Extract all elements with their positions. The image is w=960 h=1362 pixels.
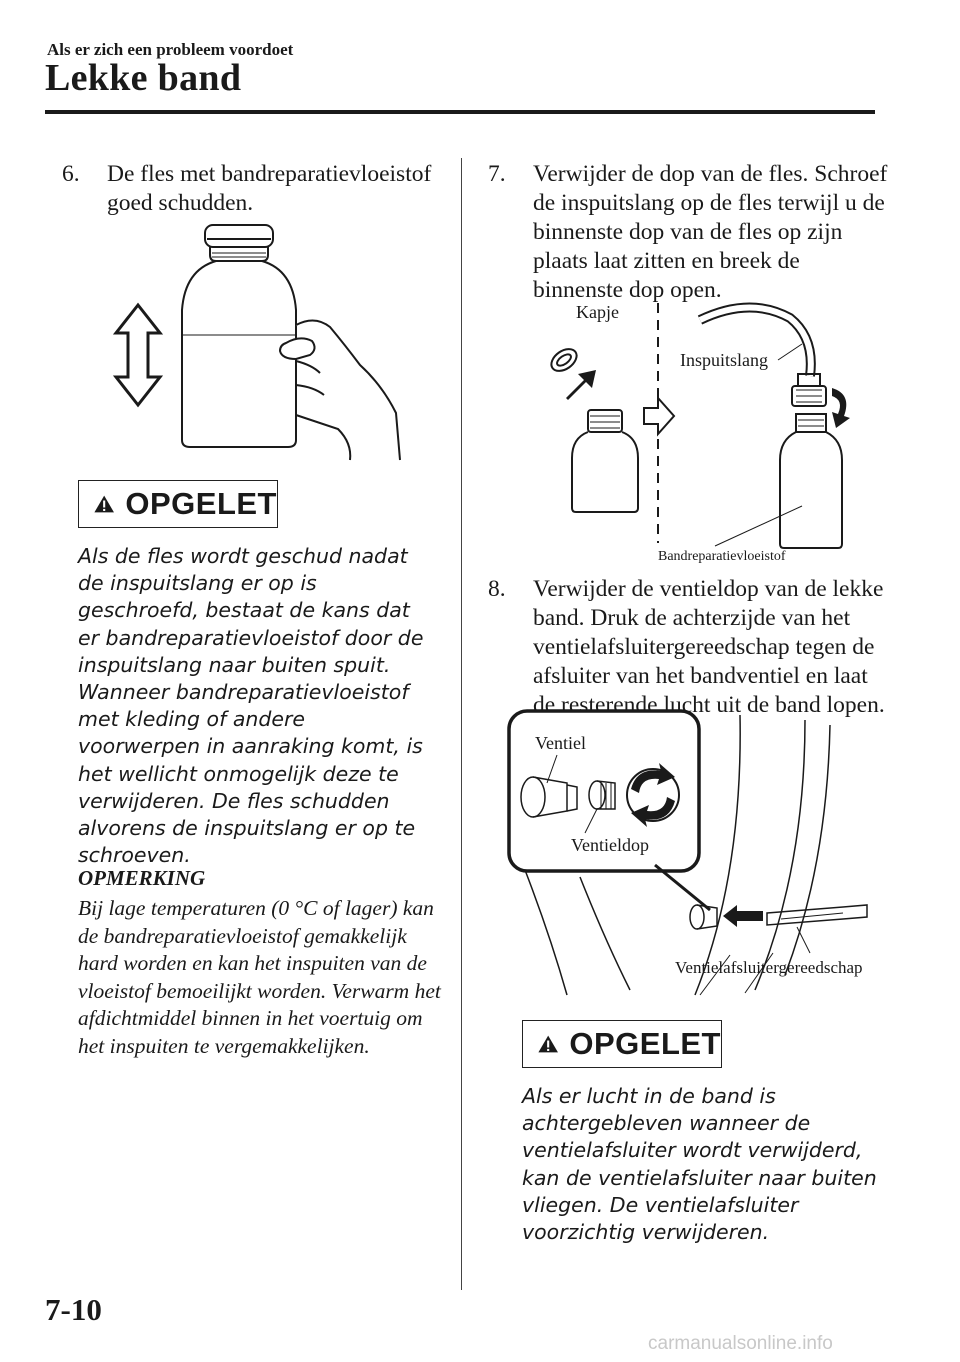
step-text: Verwijder de dop van de fles. Schroef de inspuitslang op de fles terwijl u de binnenste dop van de fles op zijn plaats laat zitten en breek de binnenste dop open. [533,161,888,303]
label-valve-cap: Ventieldop [571,835,649,855]
note-text: Bij lage temperaturen (0 °C of lager) kan de bandreparatievloeistof gemakkelijk hard worden en kan het inspuiten van de vloeistof bemoeilijkt worden. Verwarm het afdichtmiddel binnen in het voertuig om het inspuiten te vergemakkelijken. [78,896,441,1058]
label-cap: Kapje [576,302,619,322]
warning-triangle-icon [537,1030,559,1058]
caution-text: Als de fles wordt geschud nadat de inspuitslang er op is geschroefd, bestaat de kans dat er bandreparatievloeistof door de inspuitslang naar buiten spuit. Wanneer bandreparatievloeistof met kleding of andere voorwerpen in aanraking komt, is het wellicht onmogelijk deze te verwijderen. De fles schudden alvorens de inspuitslang er op te schroeven. [78,544,424,868]
step-number: 8. [488,576,506,602]
step-number: 6. [62,161,80,187]
step-text: De fles met bandreparatievloeistof goed schudden. [107,161,432,216]
note-title: OPMERKING [78,866,206,890]
label-valve: Ventiel [535,733,586,753]
section-kicker: Als er zich een probleem voordoet [47,40,294,59]
warning-triangle-icon [93,490,115,518]
page-number: 7-10 [45,1292,102,1327]
caution-box [522,1020,722,1068]
double-arrow-icon [116,305,160,405]
cap-and-hose-illustration [540,298,870,563]
caution-box [78,480,278,528]
caution-label: OPGELET [569,1026,721,1061]
caution-label: OPGELET [125,486,277,521]
step-8 [488,575,888,720]
valve-tool-illustration [505,705,895,1005]
label-tool: Ventielafsluitergereedschap [675,958,863,977]
step-6 [62,160,442,218]
shake-bottle-illustration [100,215,410,465]
step-7 [488,160,888,305]
column-divider [461,158,462,1290]
page-title: Lekke band [45,57,242,99]
watermark[interactable]: carmanualsonline.info [648,1333,833,1354]
label-fluid: Bandreparatievloeistof [658,549,786,563]
rotate-icon [627,763,679,827]
step-number: 7. [488,161,506,187]
header-rule [45,110,875,114]
label-hose: Inspuitslang [680,350,768,370]
step-text: Verwijder de ventieldop van de lekke band. Druk de achterzijde van het ventielafsluitergereedschap tegen de afsluiter van het bandventiel en laat de resterende lucht uit de band lopen. [533,576,885,718]
caution-text: Als er lucht in de band is achtergebleven wanneer de ventielafsluiter wordt verwijderd, kan de ventielafsluiter naar buiten vliegen. De ventielafsluiter voorzichtig verwijderen. [522,1084,877,1245]
